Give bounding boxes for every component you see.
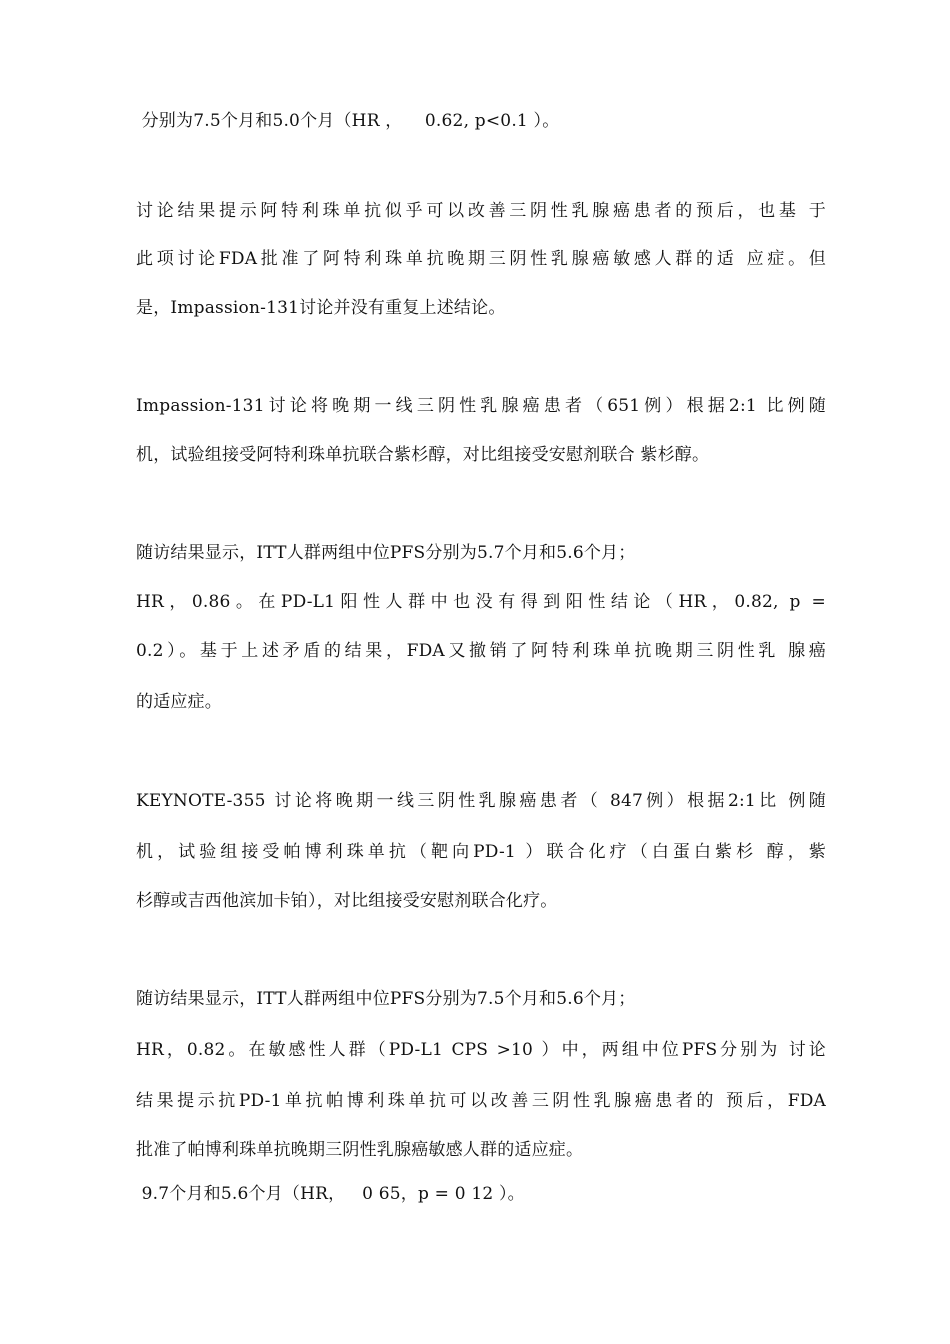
text-line: HR，0.82。在敏感性人群（PD-L1 CPS >10 ）中，两组中位PFS分别为 讨论 <box>136 1040 826 1060</box>
text-line: 结果提示抗PD-1单抗帕博利珠单抗可以改善三阴性乳腺癌患者的 预后，FDA <box>136 1091 826 1111</box>
text-line: 讨论结果提示阿特利珠单抗似乎可以改善三阴性乳腺癌患者的预后，也基 于 <box>136 201 826 221</box>
text-line: HR，0.86。在PD-L1阳性人群中也没有得到阳性结论（HR，0.82, p = <box>136 592 826 612</box>
text-line: 杉醇或吉西他滨加卡铂），对比组接受安慰剂联合化疗。 <box>136 891 558 911</box>
text-line: 随访结果显示，ITT人群两组中位PFS分别为7.5个月和5.6个月； <box>136 989 636 1009</box>
text-line: 9.7个月和5.6个月（HR， 0 65，p = 0 12 ）。 <box>136 1184 525 1204</box>
text-line: 随访结果显示，ITT人群两组中位PFS分别为5.7个月和5.6个月； <box>136 543 636 563</box>
text-line: 的适应症。 <box>136 692 222 712</box>
text-line: 批准了帕博利珠单抗晚期三阴性乳腺癌敏感人群的适应症。 <box>136 1140 584 1160</box>
text-line: 是，Impassion-131讨论并没有重复上述结论。 <box>136 298 506 318</box>
text-line: 机，试验组接受帕博利珠单抗（靶向PD-1 ）联合化疗（白蛋白紫杉 醇，紫 <box>136 842 826 862</box>
text-line: 机，试验组接受阿特利珠单抗联合紫杉醇，对比组接受安慰剂联合 紫杉醇。 <box>136 445 710 465</box>
text-line: Impassion-131讨论将晚期一线三阴性乳腺癌患者（651例）根据2:1 比例随 <box>136 396 826 416</box>
text-line: 此项讨论FDA批准了阿特利珠单抗晚期三阴性乳腺癌敏感人群的适 应症。但 <box>136 249 826 269</box>
text-line: KEYNOTE-355 讨论将晚期一线三阴性乳腺癌患者（ 847例）根据2:1比 例随 <box>136 791 826 811</box>
text-line: 分别为7.5个月和5.0个月（HR ， 0.62, p<0.1 ）。 <box>136 111 560 131</box>
text-line: 0.2）。基于上述矛盾的结果，FDA又撤销了阿特利珠单抗晚期三阴性乳 腺癌 <box>136 641 826 661</box>
